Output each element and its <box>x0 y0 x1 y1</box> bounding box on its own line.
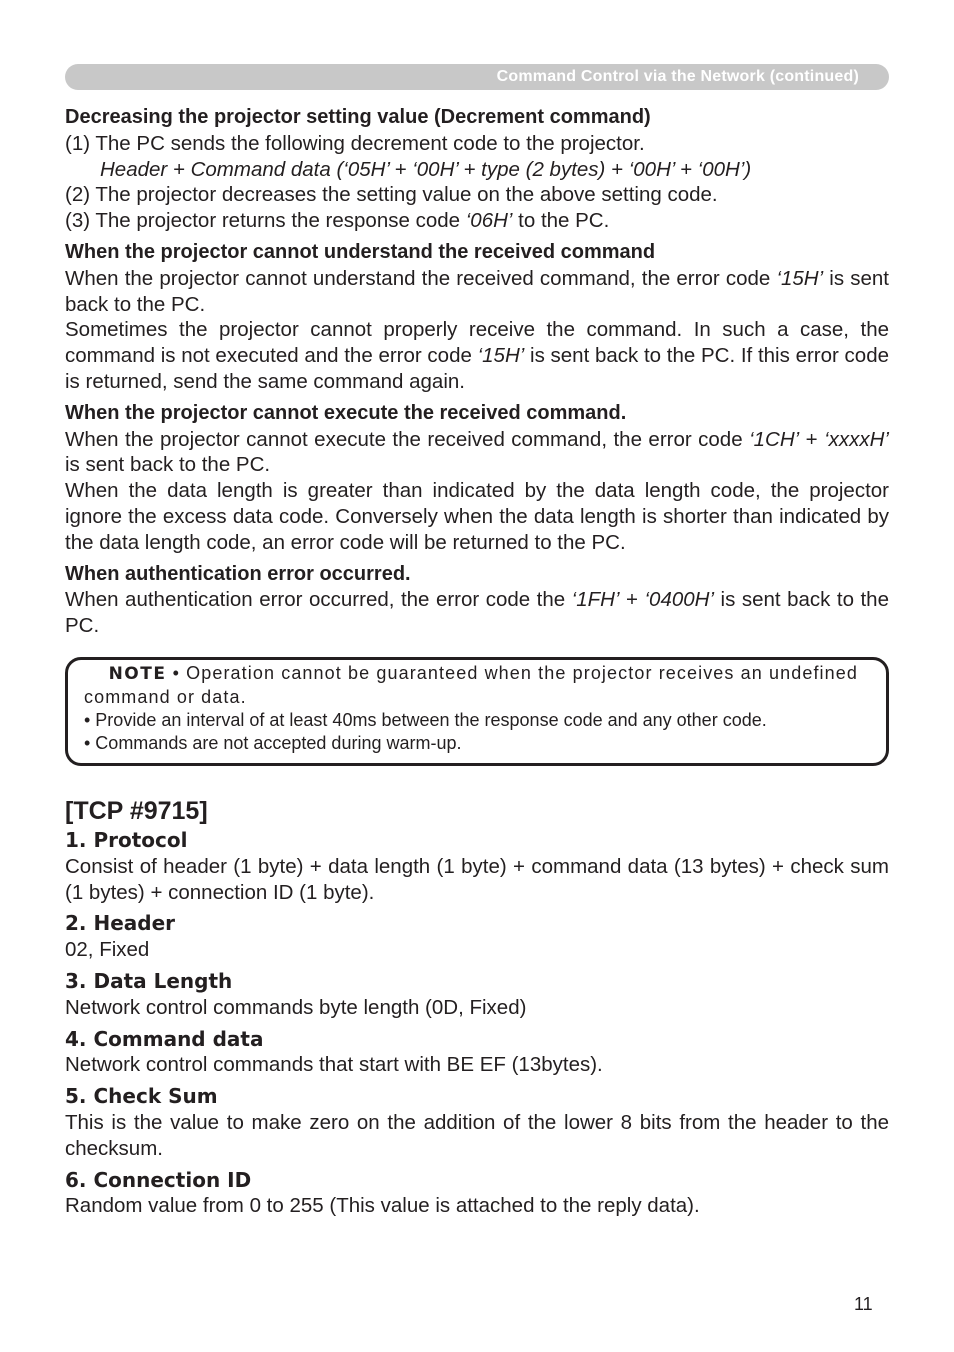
section-header-title: Command Control via the Network (continued) <box>496 68 859 85</box>
cannot-execute-p1-text: When the projector cannot execute the received command, the error code <box>65 427 750 451</box>
auth-plus-sign: + <box>619 588 645 612</box>
auth-error-heading: When authentication error occurred. <box>65 562 411 585</box>
note-bullet-1: • Provide an interval of at least 40ms between the response code and any other code. <box>84 709 767 730</box>
header-heading: 2. Header <box>65 911 176 936</box>
auth-error-paragraph <box>65 587 889 639</box>
note-bullet-0-text: • Operation cannot be guaranteed when the projector receives an undefined command or data. <box>84 662 858 707</box>
cannot-understand-paragraph-2 <box>65 317 889 394</box>
tcp-section-title: [TCP #9715] <box>65 796 208 825</box>
decrement-code: Header + Command data (‘05H’ + ‘00H’ + type (2 bytes) + ‘00H’ + ‘00H’) <box>100 157 752 181</box>
header-text: 02, Fixed <box>65 938 150 962</box>
error-code-15h-repeat: ‘15H’ <box>477 344 525 368</box>
plus-sign: + <box>799 427 825 451</box>
decrement-step-1: (1) The PC sends the following decrement code to the projector. <box>65 131 645 155</box>
protocol-text: Consist of header (1 byte) + data length (1 byte) + command data (13 bytes) + check sum (1 bytes) + connection ID (1 byte). <box>65 854 889 904</box>
cannot-understand-p1-text: When the projector cannot understand the received command, the error code <box>65 266 777 290</box>
protocol-heading: 1. Protocol <box>65 827 188 852</box>
page-content <box>65 105 889 1219</box>
error-code-1ch: ‘1CH’ <box>749 427 800 451</box>
section-header-bar <box>65 64 889 90</box>
decrement-step-3-text: (3) The projector returns the response code <box>65 209 466 233</box>
note-box <box>65 657 889 766</box>
cannot-understand-p1-tail: is sent back to the PC. <box>65 266 889 316</box>
error-code-15h: ‘15H’ <box>776 266 824 290</box>
command-data-heading: 4. Command data <box>65 1026 264 1051</box>
note-bullet-2: • Commands are not accepted during warm-up. <box>84 732 462 753</box>
data-length-heading: 3. Data Length <box>65 968 233 993</box>
page-number: 11 <box>854 1294 873 1314</box>
cannot-execute-p1-tail: is sent back to the PC. <box>65 453 271 477</box>
connection-id-heading: 6. Connection ID <box>65 1167 252 1192</box>
note-label: NOTE <box>108 663 167 684</box>
error-code-1fh: ‘1FH’ <box>571 588 620 612</box>
decrement-step-3 <box>65 208 889 234</box>
cannot-understand-heading: When the projector cannot understand the received command <box>65 240 656 263</box>
cannot-execute-paragraph-1 <box>65 427 889 479</box>
data-length-text: Network control commands byte length (0D, Fixed) <box>65 995 527 1019</box>
check-sum-text: This is the value to make zero on the addition of the lower 8 bits from the header to the checksum. <box>65 1110 889 1160</box>
auth-error-tail: is sent back to the PC. <box>65 588 889 638</box>
response-code: ‘06H’ <box>465 209 513 233</box>
error-code-0400h: ‘0400H’ <box>644 588 715 612</box>
auth-error-text: When authentication error occurred, the error code the <box>65 588 572 612</box>
connection-id-text: Random value from 0 to 255 (This value is attached to the reply data). <box>65 1194 700 1218</box>
cannot-understand-p2-text: Sometimes the projector cannot properly receive the command. In such a case, the command is not executed and the error code <box>65 318 889 368</box>
cannot-execute-paragraph-2: When the data length is greater than indicated by the data length code, the projector ignore the excess data code. Conversely when the data length is shorter than indicated by the data length code, an error code will be returned to the PC. <box>65 479 889 554</box>
cannot-understand-p2-tail: is sent back to the PC. If this error code is returned, send the same command again. <box>65 344 890 393</box>
check-sum-heading: 5. Check Sum <box>65 1084 218 1109</box>
decrement-step-2: (2) The projector decreases the setting value on the above setting code. <box>65 183 718 207</box>
cannot-execute-heading: When the projector cannot execute the received command. <box>65 401 627 424</box>
decrement-step-3-tail: to the PC. <box>512 209 610 233</box>
cannot-understand-paragraph-1 <box>65 266 889 318</box>
note-bullet-0 <box>84 662 858 709</box>
error-code-xxxxh: ‘xxxxH’ <box>824 427 889 451</box>
command-data-text: Network control commands that start with BE EF (13bytes). <box>65 1053 603 1077</box>
decrement-heading: Decreasing the projector setting value (Decrement command) <box>65 106 651 128</box>
